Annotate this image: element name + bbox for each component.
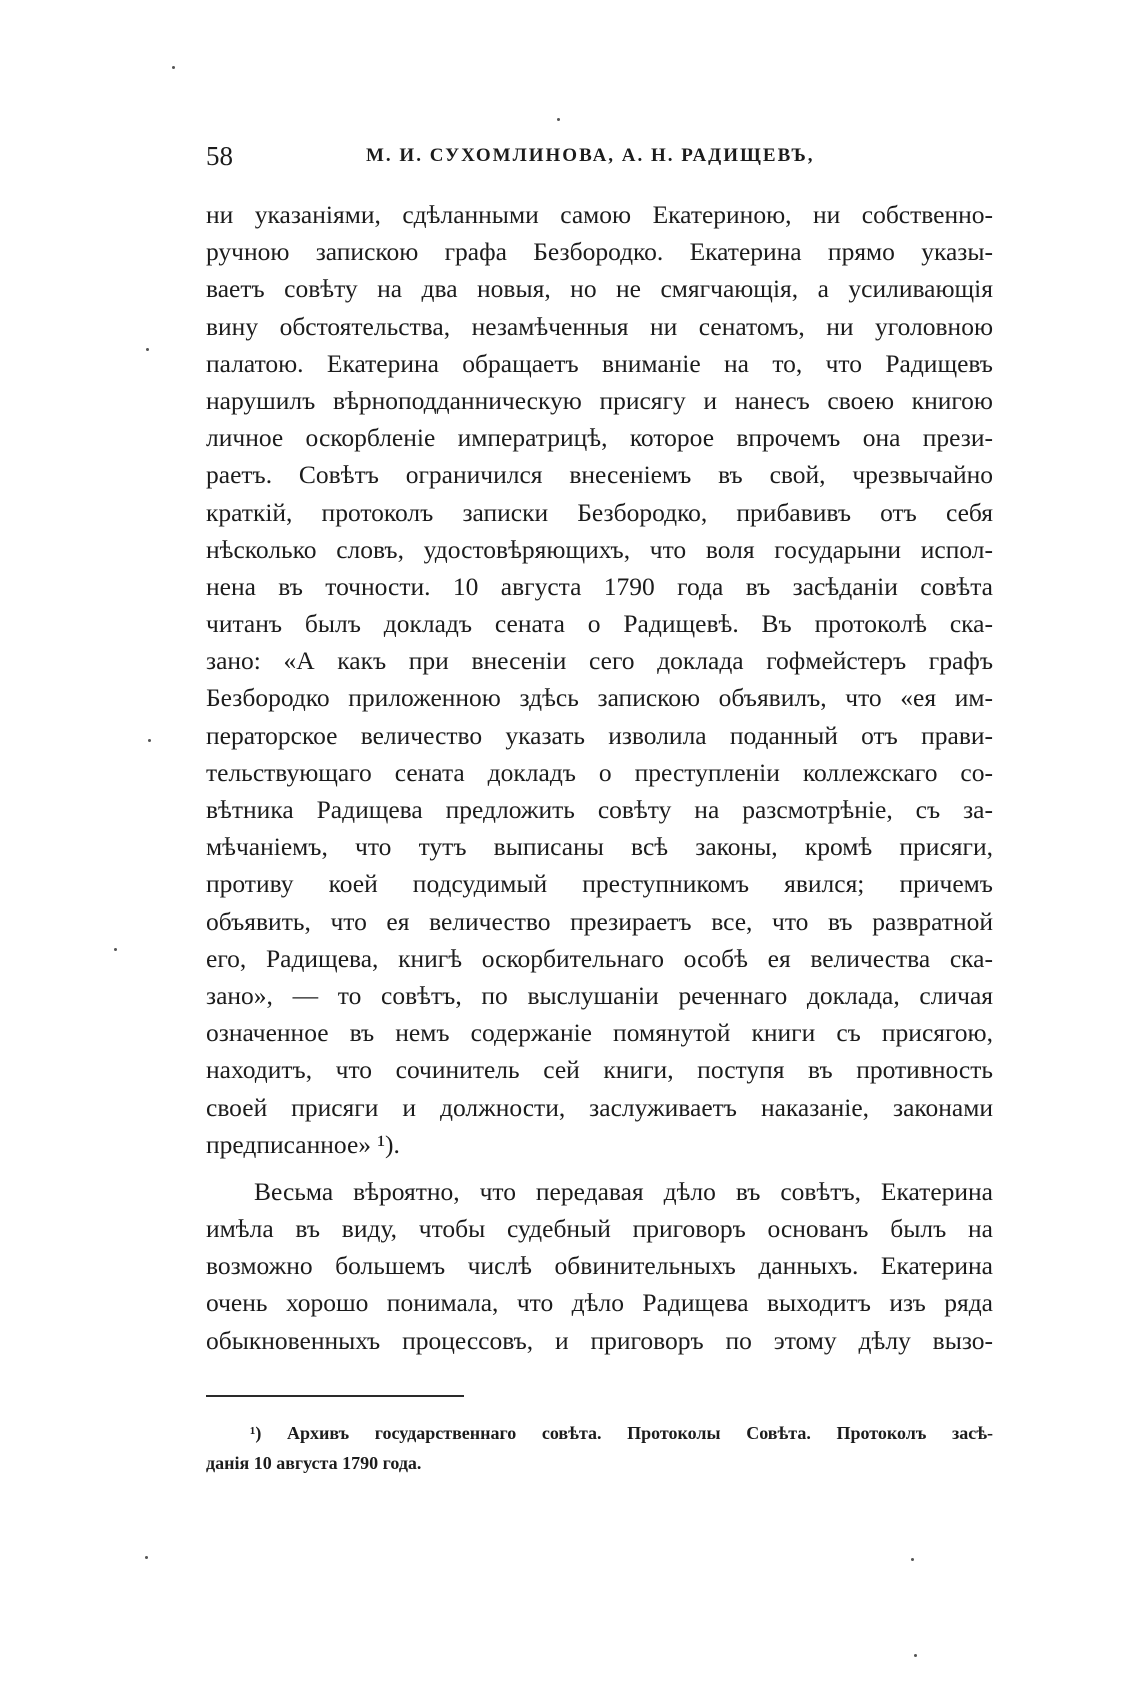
scan-speck bbox=[172, 66, 175, 69]
paragraph-1 bbox=[206, 196, 993, 1163]
text-line: нарушилъ вѣрноподданническую присягу и нанесъ своею книгою bbox=[206, 385, 993, 415]
text-line: нена въ точности. 10 августа 1790 года въ засѣданіи совѣта bbox=[206, 571, 993, 601]
text-line: означенное въ немъ содержаніе помянутой книги съ присягою, bbox=[206, 1018, 993, 1048]
scan-speck bbox=[148, 739, 151, 742]
body-text bbox=[206, 196, 993, 1359]
page-number: 58 bbox=[206, 141, 233, 171]
text-line: обыкновенныхъ процессовъ, и приговоръ по этому дѣлу вызо- bbox=[206, 1325, 993, 1355]
scan-speck bbox=[911, 1558, 914, 1561]
text-line: возможно большемъ числѣ обвинительныхъ данныхъ. Екатерина bbox=[206, 1251, 993, 1281]
text-line: ператорское величество указать изволила поданный отъ прави- bbox=[206, 720, 993, 750]
text-line: его, Радищева, книгѣ оскорбительнаго особѣ ея величества ска- bbox=[206, 943, 993, 973]
scan-speck bbox=[146, 348, 149, 351]
text-line: своей присяги и должности, заслуживаетъ наказаніе, законами bbox=[206, 1092, 993, 1122]
text-line: палатою. Екатерина обращаетъ вниманіе на то, что Радищевъ bbox=[206, 348, 993, 378]
text-line: вѣтника Радищева предложить совѣту на разсмотрѣніе, съ за- bbox=[206, 795, 993, 824]
text-line: противу коей подсудимый преступникомъ явился; причемъ bbox=[206, 869, 993, 899]
scan-speck bbox=[914, 1654, 917, 1657]
text-line: читанъ былъ докладъ сената о Радищевѣ. Въ протоколѣ ска- bbox=[206, 609, 993, 639]
text-line: Безбородко приложенною здѣсь запискою объявилъ, что «ея им- bbox=[206, 683, 993, 713]
text-line: раетъ. Совѣтъ ограничился внесеніемъ въ свой, чрезвычайно bbox=[206, 460, 993, 490]
text-line: ни указаніями, сдѣланными самою Екатериною, ни собственно- bbox=[206, 200, 993, 229]
text-line: зано: «А какъ при внесеніи сего доклада гофмейстеръ графъ bbox=[206, 646, 993, 676]
text-line: очень хорошо понимала, что дѣло Радищева выходитъ изъ ряда bbox=[206, 1288, 993, 1318]
text-line: зано», — то совѣтъ, по выслушаніи реченнаго доклада, сличая bbox=[206, 980, 993, 1010]
text-line: имѣла въ виду, чтобы судебный приговоръ основанъ былъ на bbox=[206, 1214, 993, 1244]
text-line: ваетъ совѣту на два новыя, но не смягчающія, а усиливающія bbox=[206, 274, 993, 304]
running-head bbox=[206, 136, 993, 176]
running-title: М. И. СУХОМЛИНОВА, А. Н. РАДИЩЕВЪ, bbox=[366, 145, 815, 166]
text-line: мѣчаніемъ, что тутъ выписаны всѣ законы, кромѣ присяги, bbox=[206, 832, 993, 862]
text-line: тельствующаго сената докладъ о преступленіи коллежскаго со- bbox=[206, 757, 993, 787]
text-line: предписанное» ¹). bbox=[206, 1129, 400, 1159]
text-line: краткій, протоколъ записки Безбородко, прибавивъ отъ себя bbox=[206, 497, 993, 527]
scan-speck bbox=[145, 1556, 148, 1559]
scan-speck bbox=[114, 948, 117, 951]
footnote-line: ¹) Архивъ государственнаго совѣта. Протоколы Совѣта. Протоколъ засѣ- bbox=[250, 1423, 993, 1443]
text-line: находитъ, что сочинитель сей книги, поступя въ противность bbox=[206, 1055, 993, 1085]
text-line: нѣсколько словъ, удостовѣряющихъ, что воля государыни испол- bbox=[206, 534, 993, 564]
text-line: объявить, что ея величество презираетъ все, что въ развратной bbox=[206, 906, 993, 936]
scan-speck bbox=[557, 118, 560, 121]
text-line: вину обстоятельства, незамѣченныя ни сенатомъ, ни уголовною bbox=[206, 311, 993, 341]
footnote-line: данія 10 августа 1790 года. bbox=[206, 1453, 422, 1473]
text-line: Весьма вѣроятно, что передавая дѣло въ совѣтъ, Екатерина bbox=[254, 1176, 993, 1206]
paragraph-gap bbox=[206, 1163, 993, 1173]
text-line: личное оскорбленіе императрицѣ, которое впрочемъ она прези- bbox=[206, 423, 993, 453]
footnote bbox=[206, 1418, 993, 1478]
paragraph-2 bbox=[206, 1173, 993, 1359]
text-line: ручною запискою графа Безбородко. Екатерина прямо указы- bbox=[206, 237, 993, 267]
footnote-rule bbox=[206, 1395, 464, 1397]
